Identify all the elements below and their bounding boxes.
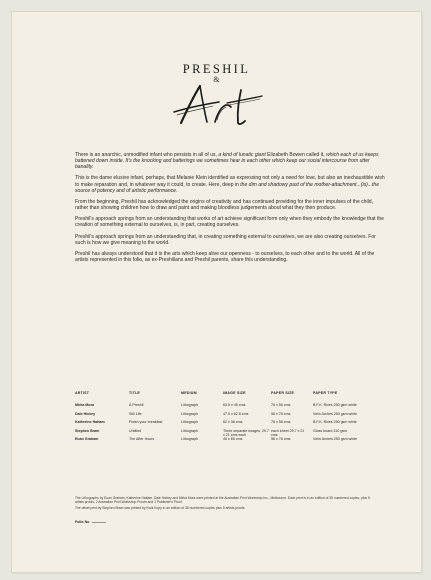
column-header-artist: ARTIST: [75, 391, 90, 395]
cell-paper-type: B.F.K. Rives 250 gsm white: [313, 420, 357, 425]
cell-medium: Lithograph: [181, 403, 198, 407]
cell-image-size: 47.5 x 62.5 cms: [223, 411, 249, 416]
cell-paper-size: 56 x 76 cms: [271, 411, 291, 416]
cell-paper-type: Velin Arches 250 gsm white: [313, 437, 357, 442]
cell-artist: Mirka Mora: [75, 403, 94, 407]
cell-title: Still Life: [129, 411, 142, 416]
cell-paper-type: Gloss board 310 gsm: [313, 428, 348, 433]
table-row: [75, 437, 375, 446]
cell-title: Finish your breakfast: [129, 420, 163, 425]
cell-image-size: 45 x 65 cms: [223, 437, 243, 442]
printing-note-lithographs: The Lithographs by Euan Graham, Katherine Hattam, Dale Hickey and Mirka Mora were printed at the Australian Print Workshop Inc., Melbourne. Each print is in an edition of 35 numbered copies, plus 5 artists proofs, 2 Australian Print Workshop Proofs and 1 Publisher's Proof.: [75, 496, 370, 505]
column-header-image-size: IMAGE SIZE: [223, 391, 246, 395]
cell-paper-size: 76 x 56 cms: [271, 403, 291, 407]
cell-medium: Lithograph: [181, 428, 198, 433]
table-row: [75, 420, 375, 429]
cell-medium: Lithograph: [181, 411, 198, 416]
works-table: [75, 391, 375, 446]
intro-paragraph-6: Preshil has always understood that it is the arts which keep alive our openness - to ourselves, to each other and to the world. All of the artists represented in this folio, as ex-Preshilians and Preshil parents, share this understanding.: [75, 251, 375, 264]
cell-medium: Lithograph: [181, 420, 198, 425]
introduction-text: [75, 152, 385, 268]
cell-image-size: 62 x 36 cms: [223, 420, 243, 425]
cell-artist: Euan Graham: [75, 437, 99, 442]
cell-paper-type: B.F.K. Rives 250 gsm white: [313, 403, 357, 407]
cell-paper-type: Velin Arches 250 gsm white: [313, 411, 357, 416]
intro-paragraph-1: There is an anarchic, unmodified infant who persists in all of us, a kind of lunatic giant Elizabeth Bowen called it, which each of us keeps battened down inside. It's the knocking and batterings we sometimes hear in each other which keep our social intercourse from utter banality.: [75, 152, 379, 171]
art-brush-lettering: [167, 82, 267, 128]
cell-artist: Dale Hickey: [75, 411, 96, 416]
intro-paragraph-5: Preshil's approach springs from an understanding that, in creating something external to ourselves, we are also creating ourselves. For such is how we give meaning to the world.: [75, 233, 376, 246]
printing-note-offset: The offset print by Stephen Bram was printed by Kwik Kopy in an edition of 35 numbered copies plus 5 artists proofs.: [75, 505, 246, 510]
folio-label: Folio No: [75, 520, 90, 524]
printing-note: [75, 496, 375, 512]
cell-title: The After Hours: [129, 437, 155, 442]
intro-paragraph-4: Preshil's approach springs from an understanding that works of art achieve significant form only when they embody the knowledge that the creation of something external to ourselves, is, in part, creating ourselves.: [75, 216, 384, 229]
table-header-row: [75, 391, 375, 403]
cell-artist: Katherine Hattam: [75, 420, 105, 425]
cell-paper-size: each sheet 29.7 x 21 cms: [271, 428, 305, 437]
column-header-medium: MEDIUM: [181, 391, 197, 395]
intro-paragraph-2: This is the dame elusive infant, perhaps, that Melanie Klein identified as expressing not only a need for love, but also an inexhaustible wish to make reparation and, in whatever way it could, to create. Here, deep in the dim and shadowy past of the mother-attachment...(is)...the source of potency and of artistic performance.: [75, 175, 385, 194]
folio-sheet: [12, 12, 421, 572]
cell-paper-size: 56 x 76 cms: [271, 437, 291, 442]
cell-medium: Lithograph: [181, 437, 198, 442]
intro-paragraph-3: From the beginning, Preshil has acknowledged the origins of creativity and has continued providing for the inner impulses of the child, rather than showing children how to draw and paint and making bloodless judgements about what they then produce.: [75, 198, 373, 212]
table-row: [75, 429, 375, 438]
ampersand: &: [213, 75, 220, 84]
folio-number-blank: [92, 519, 106, 523]
cell-title: À Preshil: [129, 403, 144, 407]
table-row: [75, 403, 375, 412]
page-title: PRESHIL: [182, 62, 251, 76]
cell-artist: Stephen Bram: [75, 428, 100, 433]
cell-image-size: Three separate images, 29.7 x 21 cms each: [223, 428, 269, 437]
table-row: [75, 412, 375, 421]
cell-title: Untitled: [129, 428, 142, 433]
column-header-paper-type: PAPER TYPE: [313, 391, 338, 395]
column-header-title: TITLE: [129, 391, 140, 395]
folio-number: [75, 519, 106, 524]
cell-paper-size: 76 x 56 cms: [271, 420, 291, 425]
column-header-paper-size: PAPER SIZE: [271, 391, 295, 395]
art-script-logo: [167, 82, 267, 128]
cell-image-size: 63.5 x 45 cms: [223, 403, 246, 407]
